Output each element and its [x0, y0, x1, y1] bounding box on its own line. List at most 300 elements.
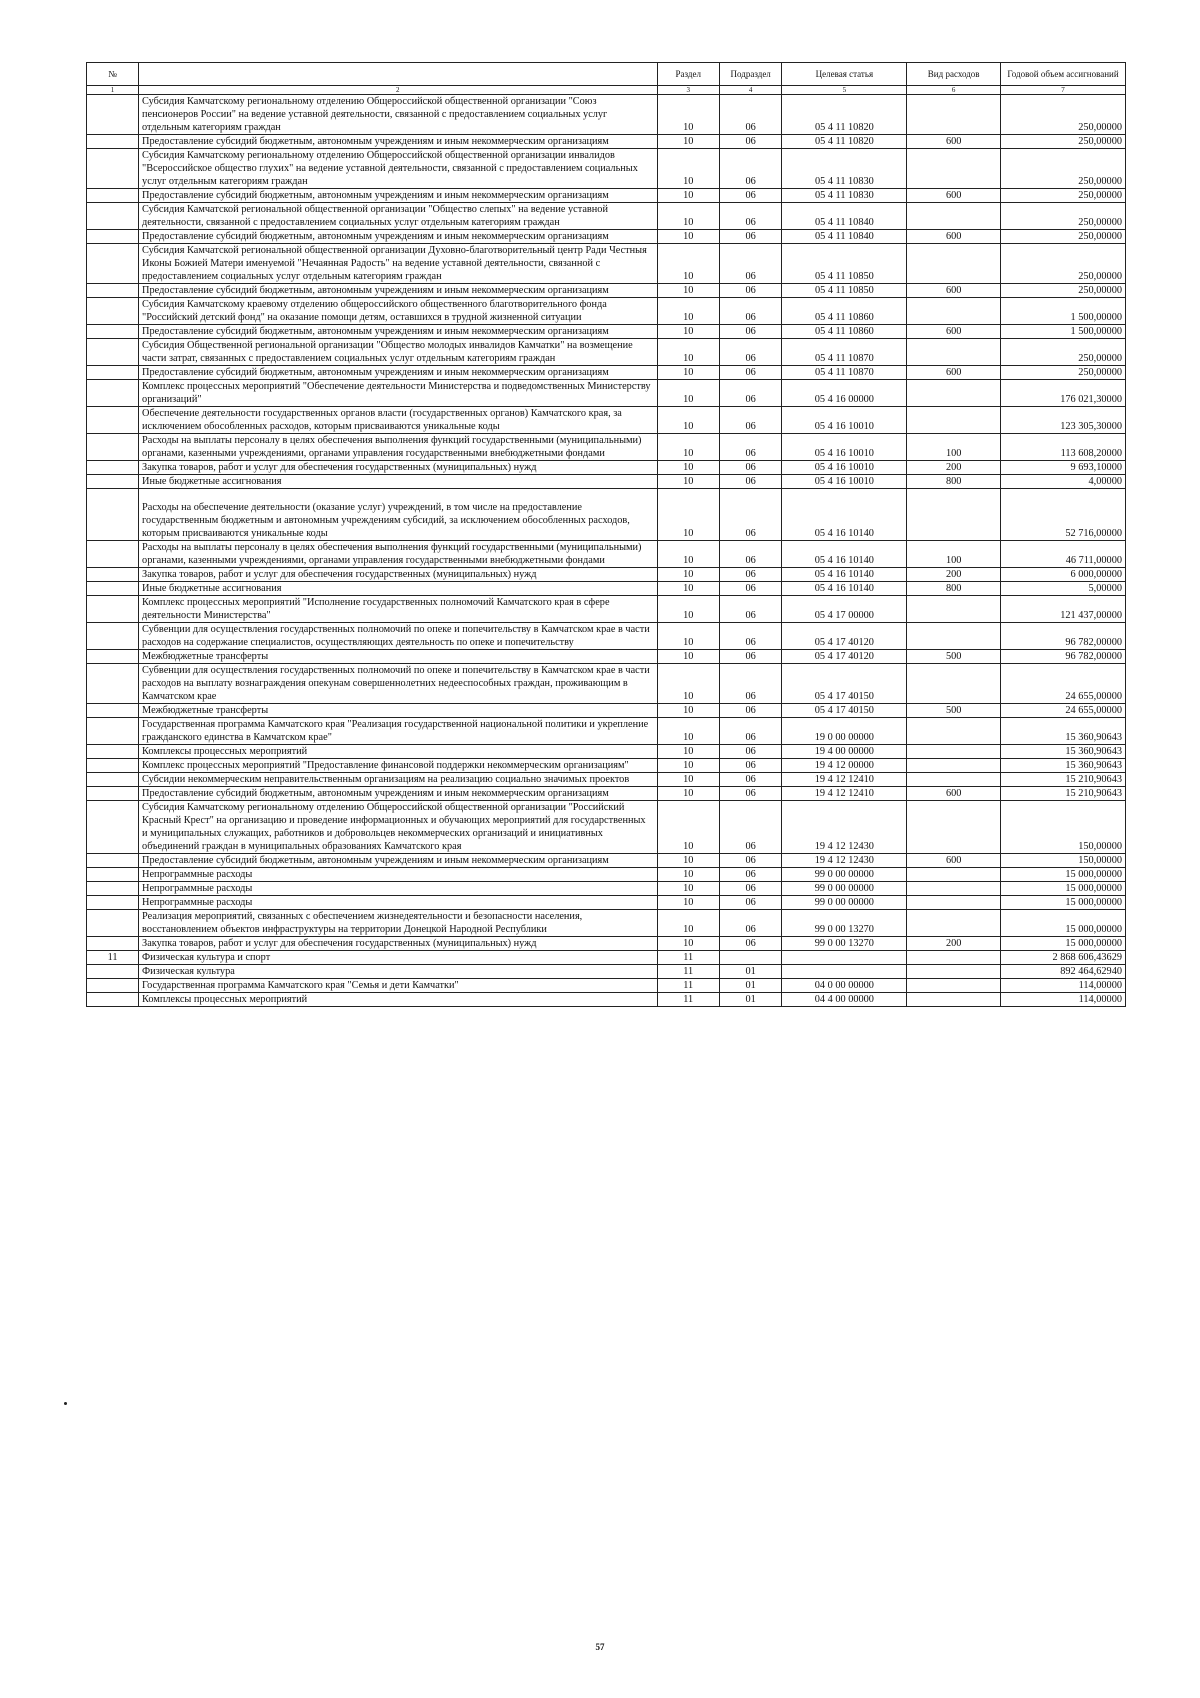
row-subsection: 06 [719, 284, 781, 298]
row-target-article: 05 4 11 10870 [782, 366, 907, 380]
row-expense-type [907, 380, 1001, 407]
row-subsection: 06 [719, 882, 781, 896]
row-target-article [782, 965, 907, 979]
row-number [87, 596, 139, 623]
row-target-article: 99 0 00 00000 [782, 882, 907, 896]
row-target-article: 05 4 16 10140 [782, 541, 907, 568]
header-row [87, 63, 1126, 86]
table-row [87, 230, 1126, 244]
row-amount: 250,00000 [1001, 149, 1126, 189]
row-amount: 24 655,00000 [1001, 664, 1126, 704]
row-number [87, 787, 139, 801]
row-section: 10 [657, 95, 719, 135]
row-subsection: 06 [719, 854, 781, 868]
row-number: 11 [87, 951, 139, 965]
row-amount: 96 782,00000 [1001, 623, 1126, 650]
row-name: Предоставление субсидий бюджетным, автономным учреждениям и иным некоммерческим организациям [139, 325, 657, 339]
header-num: № [87, 63, 139, 86]
row-amount: 114,00000 [1001, 993, 1126, 1007]
row-section: 10 [657, 298, 719, 325]
row-subsection: 01 [719, 993, 781, 1007]
row-name: Физическая культура и спорт [139, 951, 657, 965]
row-amount: 6 000,00000 [1001, 568, 1126, 582]
row-name: Предоставление субсидий бюджетным, автономным учреждениям и иным некоммерческим организациям [139, 366, 657, 380]
table-row [87, 801, 1126, 854]
table-row [87, 854, 1126, 868]
row-name: Иные бюджетные ассигнования [139, 475, 657, 489]
row-subsection: 06 [719, 650, 781, 664]
index-cell: 3 [657, 86, 719, 95]
row-target-article: 05 4 16 10140 [782, 489, 907, 541]
row-amount: 150,00000 [1001, 801, 1126, 854]
table-row [87, 745, 1126, 759]
row-expense-type: 600 [907, 135, 1001, 149]
row-number [87, 339, 139, 366]
row-target-article: 04 0 00 00000 [782, 979, 907, 993]
row-subsection: 06 [719, 664, 781, 704]
row-subsection: 06 [719, 704, 781, 718]
row-name: Реализация мероприятий, связанных с обеспечением жизнедеятельности и безопасности населения, восстановлением объектов инфраструктуры на территории Донецкой Народной Республики [139, 910, 657, 937]
row-section: 10 [657, 489, 719, 541]
row-expense-type: 500 [907, 704, 1001, 718]
row-section: 10 [657, 339, 719, 366]
row-section: 10 [657, 434, 719, 461]
row-target-article: 19 4 12 00000 [782, 759, 907, 773]
table-row [87, 568, 1126, 582]
row-subsection: 06 [719, 568, 781, 582]
row-number [87, 380, 139, 407]
row-section: 10 [657, 650, 719, 664]
row-target-article: 05 4 11 10860 [782, 325, 907, 339]
row-name: Предоставление субсидий бюджетным, автономным учреждениям и иным некоммерческим организациям [139, 284, 657, 298]
row-expense-type: 600 [907, 189, 1001, 203]
row-section: 10 [657, 284, 719, 298]
row-name: Субсидия Камчатскому региональному отделению Общероссийской общественной организации "Союз пенсионеров России" на ведение уставной деятельности, связанной с предоставлением социальных услуг отдельным категориям граждан [139, 95, 657, 135]
table-row [87, 882, 1126, 896]
row-amount: 892 464,62940 [1001, 965, 1126, 979]
row-amount: 150,00000 [1001, 854, 1126, 868]
row-section: 10 [657, 366, 719, 380]
row-number [87, 704, 139, 718]
row-section: 10 [657, 407, 719, 434]
row-subsection: 06 [719, 325, 781, 339]
row-section: 10 [657, 135, 719, 149]
row-name: Комплексы процессных мероприятий [139, 745, 657, 759]
row-amount: 15 210,90643 [1001, 787, 1126, 801]
row-number [87, 650, 139, 664]
row-target-article [782, 951, 907, 965]
row-name: Предоставление субсидий бюджетным, автономным учреждениям и иным некоммерческим организациям [139, 230, 657, 244]
row-expense-type [907, 664, 1001, 704]
row-name: Закупка товаров, работ и услуг для обеспечения государственных (муниципальных) нужд [139, 568, 657, 582]
row-subsection: 06 [719, 623, 781, 650]
row-target-article: 05 4 17 00000 [782, 596, 907, 623]
row-subsection: 06 [719, 896, 781, 910]
row-subsection [719, 951, 781, 965]
row-number [87, 718, 139, 745]
row-number [87, 854, 139, 868]
row-expense-type [907, 979, 1001, 993]
row-section: 10 [657, 896, 719, 910]
row-expense-type: 200 [907, 937, 1001, 951]
row-name: Комплекс процессных мероприятий "Предоставление финансовой поддержки некоммерческим организациям" [139, 759, 657, 773]
row-number [87, 965, 139, 979]
budget-table [86, 62, 1126, 1007]
row-number [87, 284, 139, 298]
row-target-article: 05 4 16 10010 [782, 475, 907, 489]
table-row [87, 284, 1126, 298]
table-row [87, 325, 1126, 339]
row-section: 10 [657, 773, 719, 787]
row-section: 10 [657, 854, 719, 868]
table-row [87, 407, 1126, 434]
row-name: Субсидия Камчатскому краевому отделению общероссийского общественного благотворительного фонда "Российский детский фонд" на оказание помощи детям, оставшихся в трудной жизненной ситуации [139, 298, 657, 325]
row-subsection: 06 [719, 244, 781, 284]
row-expense-type [907, 868, 1001, 882]
row-subsection: 06 [719, 718, 781, 745]
row-section: 10 [657, 582, 719, 596]
row-section: 10 [657, 203, 719, 230]
row-expense-type [907, 596, 1001, 623]
row-name: Предоставление субсидий бюджетным, автономным учреждениям и иным некоммерческим организациям [139, 854, 657, 868]
row-subsection: 06 [719, 475, 781, 489]
row-name: Комплекс процессных мероприятий "Обеспечение деятельности Министерства и подведомственных Министерству организаций" [139, 380, 657, 407]
row-amount: 250,00000 [1001, 230, 1126, 244]
table-row [87, 623, 1126, 650]
row-subsection: 06 [719, 759, 781, 773]
row-expense-type [907, 801, 1001, 854]
row-amount: 15 210,90643 [1001, 773, 1126, 787]
row-section: 11 [657, 965, 719, 979]
row-target-article: 05 4 11 10840 [782, 203, 907, 230]
row-name: Непрограммные расходы [139, 868, 657, 882]
row-expense-type [907, 203, 1001, 230]
row-name: Предоставление субсидий бюджетным, автономным учреждениям и иным некоммерческим организациям [139, 189, 657, 203]
row-number [87, 868, 139, 882]
row-name: Государственная программа Камчатского края "Семья и дети Камчатки" [139, 979, 657, 993]
row-expense-type: 100 [907, 434, 1001, 461]
row-subsection: 06 [719, 787, 781, 801]
row-expense-type: 600 [907, 366, 1001, 380]
row-number [87, 203, 139, 230]
table-row [87, 951, 1126, 965]
table-row [87, 937, 1126, 951]
table-row [87, 149, 1126, 189]
table-row [87, 993, 1126, 1007]
row-target-article: 05 4 11 10820 [782, 135, 907, 149]
table-row [87, 380, 1126, 407]
row-target-article: 05 4 11 10870 [782, 339, 907, 366]
row-target-article: 19 4 12 12430 [782, 854, 907, 868]
row-subsection: 06 [719, 95, 781, 135]
row-number [87, 568, 139, 582]
row-subsection: 06 [719, 910, 781, 937]
row-amount: 250,00000 [1001, 284, 1126, 298]
scan-speck [64, 1402, 67, 1405]
row-name: Непрограммные расходы [139, 882, 657, 896]
row-subsection: 06 [719, 596, 781, 623]
table-row [87, 475, 1126, 489]
row-name: Предоставление субсидий бюджетным, автономным учреждениям и иным некоммерческим организациям [139, 135, 657, 149]
row-number [87, 230, 139, 244]
row-expense-type: 100 [907, 541, 1001, 568]
index-cell: 2 [139, 86, 657, 95]
table-row [87, 965, 1126, 979]
row-expense-type [907, 339, 1001, 366]
row-target-article: 05 4 17 40150 [782, 664, 907, 704]
row-section: 10 [657, 801, 719, 854]
row-section: 10 [657, 380, 719, 407]
row-section: 10 [657, 541, 719, 568]
row-section: 10 [657, 623, 719, 650]
row-number [87, 979, 139, 993]
row-name: Субсидия Общественной региональной организации "Общество молодых инвалидов Камчатки" на возмещение части затрат, связанных с предоставлением социальных услуг отдельным категориям граждан [139, 339, 657, 366]
row-expense-type [907, 244, 1001, 284]
row-amount: 4,00000 [1001, 475, 1126, 489]
row-target-article: 99 0 00 13270 [782, 910, 907, 937]
row-name: Иные бюджетные ассигнования [139, 582, 657, 596]
row-target-article: 19 4 12 12430 [782, 801, 907, 854]
row-amount: 15 360,90643 [1001, 759, 1126, 773]
header-subsection: Подраздел [719, 63, 781, 86]
row-amount: 15 000,00000 [1001, 896, 1126, 910]
row-name: Физическая культура [139, 965, 657, 979]
row-subsection: 06 [719, 541, 781, 568]
row-subsection: 06 [719, 339, 781, 366]
row-expense-type [907, 745, 1001, 759]
row-amount: 24 655,00000 [1001, 704, 1126, 718]
row-subsection: 06 [719, 773, 781, 787]
row-expense-type: 500 [907, 650, 1001, 664]
table-row [87, 489, 1126, 541]
row-name: Субсидия Камчатскому региональному отделению Общероссийской общественной организации инвалидов "Всероссийское общество глухих" на ведение уставной деятельности, связанной с предоставлением социальных услуг отдельным категориям граждан [139, 149, 657, 189]
table-row [87, 650, 1126, 664]
row-expense-type: 200 [907, 568, 1001, 582]
table-row [87, 596, 1126, 623]
row-number [87, 745, 139, 759]
row-section: 10 [657, 664, 719, 704]
row-name: Комплексы процессных мероприятий [139, 993, 657, 1007]
row-target-article: 05 4 16 10010 [782, 407, 907, 434]
row-number [87, 407, 139, 434]
row-number [87, 773, 139, 787]
table-row [87, 189, 1126, 203]
row-name: Государственная программа Камчатского края "Реализация государственной национальной политики и укрепление гражданского единства в Камчатском крае" [139, 718, 657, 745]
row-subsection: 06 [719, 489, 781, 541]
row-amount: 114,00000 [1001, 979, 1126, 993]
row-name: Предоставление субсидий бюджетным, автономным учреждениям и иным некоммерческим организациям [139, 787, 657, 801]
row-target-article: 05 4 11 10850 [782, 244, 907, 284]
row-amount: 250,00000 [1001, 189, 1126, 203]
row-name: Расходы на выплаты персоналу в целях обеспечения выполнения функций государственными (муниципальными) органами, казенными учреждениями, органами управления государственными внебюджетными фондами [139, 434, 657, 461]
row-target-article: 19 4 12 12410 [782, 787, 907, 801]
table-body [87, 95, 1126, 1007]
row-number [87, 801, 139, 854]
row-expense-type [907, 910, 1001, 937]
header-section: Раздел [657, 63, 719, 86]
row-number [87, 664, 139, 704]
row-section: 10 [657, 325, 719, 339]
row-target-article: 19 0 00 00000 [782, 718, 907, 745]
table-row [87, 298, 1126, 325]
row-expense-type [907, 298, 1001, 325]
row-number [87, 896, 139, 910]
table-row [87, 704, 1126, 718]
row-subsection: 01 [719, 979, 781, 993]
table-row [87, 773, 1126, 787]
row-section: 11 [657, 979, 719, 993]
row-target-article: 05 4 16 10010 [782, 434, 907, 461]
row-number [87, 541, 139, 568]
row-target-article: 19 4 00 00000 [782, 745, 907, 759]
row-section: 10 [657, 244, 719, 284]
row-number [87, 489, 139, 541]
row-section: 10 [657, 475, 719, 489]
row-name: Закупка товаров, работ и услуг для обеспечения государственных (муниципальных) нужд [139, 937, 657, 951]
row-section: 10 [657, 461, 719, 475]
row-expense-type [907, 773, 1001, 787]
row-amount: 46 711,00000 [1001, 541, 1126, 568]
row-expense-type: 600 [907, 325, 1001, 339]
row-expense-type [907, 951, 1001, 965]
row-amount: 123 305,30000 [1001, 407, 1126, 434]
row-section: 10 [657, 759, 719, 773]
row-section: 10 [657, 596, 719, 623]
row-number [87, 298, 139, 325]
row-expense-type [907, 759, 1001, 773]
row-amount: 5,00000 [1001, 582, 1126, 596]
row-section: 10 [657, 704, 719, 718]
row-expense-type [907, 718, 1001, 745]
row-amount: 15 000,00000 [1001, 882, 1126, 896]
row-subsection: 06 [719, 868, 781, 882]
row-amount: 15 360,90643 [1001, 718, 1126, 745]
row-subsection: 06 [719, 135, 781, 149]
row-number [87, 582, 139, 596]
table-row [87, 541, 1126, 568]
row-expense-type [907, 896, 1001, 910]
row-target-article: 99 0 00 00000 [782, 868, 907, 882]
row-target-article: 19 4 12 12410 [782, 773, 907, 787]
row-amount: 250,00000 [1001, 366, 1126, 380]
row-number [87, 937, 139, 951]
row-section: 10 [657, 230, 719, 244]
row-name: Межбюджетные трансферты [139, 650, 657, 664]
row-target-article: 05 4 11 10830 [782, 189, 907, 203]
row-subsection: 06 [719, 434, 781, 461]
row-subsection: 01 [719, 965, 781, 979]
row-expense-type [907, 149, 1001, 189]
row-subsection: 06 [719, 745, 781, 759]
row-expense-type [907, 965, 1001, 979]
row-expense-type: 200 [907, 461, 1001, 475]
table-row [87, 910, 1126, 937]
row-number [87, 366, 139, 380]
row-amount: 2 868 606,43629 [1001, 951, 1126, 965]
row-expense-type [907, 882, 1001, 896]
row-target-article: 05 4 11 10860 [782, 298, 907, 325]
row-target-article: 05 4 11 10830 [782, 149, 907, 189]
row-subsection: 06 [719, 203, 781, 230]
table-row [87, 339, 1126, 366]
table-row [87, 461, 1126, 475]
row-target-article: 05 4 17 40120 [782, 623, 907, 650]
table-row [87, 759, 1126, 773]
row-target-article: 05 4 11 10840 [782, 230, 907, 244]
row-target-article: 05 4 17 40120 [782, 650, 907, 664]
row-number [87, 623, 139, 650]
table-row [87, 244, 1126, 284]
row-name: Субвенции для осуществления государственных полномочий по опеке и попечительству в Камчатском крае в части расходов на содержание специалистов, осуществляющих деятельность по опеке и попечительству [139, 623, 657, 650]
row-expense-type [907, 489, 1001, 541]
row-expense-type: 600 [907, 284, 1001, 298]
row-number [87, 759, 139, 773]
row-number [87, 475, 139, 489]
row-subsection: 06 [719, 461, 781, 475]
row-amount: 250,00000 [1001, 95, 1126, 135]
row-subsection: 06 [719, 298, 781, 325]
row-amount: 113 608,20000 [1001, 434, 1126, 461]
row-expense-type [907, 993, 1001, 1007]
row-section: 10 [657, 745, 719, 759]
index-cell: 7 [1001, 86, 1126, 95]
row-expense-type: 800 [907, 582, 1001, 596]
row-number [87, 244, 139, 284]
header-expense: Вид расходов [907, 63, 1001, 86]
row-section: 10 [657, 149, 719, 189]
row-number [87, 910, 139, 937]
row-subsection: 06 [719, 189, 781, 203]
row-subsection: 06 [719, 149, 781, 189]
row-number [87, 882, 139, 896]
row-target-article: 05 4 16 10010 [782, 461, 907, 475]
row-number [87, 461, 139, 475]
row-subsection: 06 [719, 582, 781, 596]
row-subsection: 06 [719, 407, 781, 434]
row-section: 10 [657, 868, 719, 882]
row-expense-type [907, 407, 1001, 434]
row-section: 10 [657, 937, 719, 951]
row-amount: 250,00000 [1001, 244, 1126, 284]
row-name: Непрограммные расходы [139, 896, 657, 910]
row-amount: 121 437,00000 [1001, 596, 1126, 623]
header-target: Целевая статья [782, 63, 907, 86]
row-name: Субсидия Камчатскому региональному отделению Общероссийской общественной организации "Российский Красный Крест" на организацию и проведение информационных и обучающих мероприятий для государственных и муниципальных служащих, работников и добровольцев некоммерческих организаций и инициативных объединений граждан в муниципальных образованиях Камчатского края [139, 801, 657, 854]
table-row [87, 434, 1126, 461]
row-amount: 176 021,30000 [1001, 380, 1126, 407]
row-expense-type: 600 [907, 787, 1001, 801]
row-name: Субвенции для осуществления государственных полномочий по опеке и попечительству в Камчатском крае в части расходов на выплату вознаграждения опекунам совершеннолетних недееспособных граждан, проживающим в Камчатском крае [139, 664, 657, 704]
index-cell: 6 [907, 86, 1001, 95]
table-row [87, 582, 1126, 596]
row-target-article: 99 0 00 13270 [782, 937, 907, 951]
row-target-article: 99 0 00 00000 [782, 896, 907, 910]
row-section: 10 [657, 787, 719, 801]
budget-table-sheet [86, 62, 1126, 1007]
table-row [87, 718, 1126, 745]
row-number [87, 95, 139, 135]
table-row [87, 366, 1126, 380]
index-cell: 1 [87, 86, 139, 95]
row-section: 10 [657, 910, 719, 937]
row-subsection: 06 [719, 230, 781, 244]
row-name: Расходы на обеспечение деятельности (оказание услуг) учреждений, в том числе на предоставление государственным бюджетным и автономным учреждениям субсидий, за исключением обособленных расходов, которым присваиваются уникальные коды [139, 489, 657, 541]
row-name: Субсидия Камчатской региональной общественной организации Духовно-благотворительный центр Ради Честныя Иконы Божией Матери именуемой "Нечаянная Радость" на ведение уставной деятельности, связанной с предоставлением социальных услуг отдельным категориям граждан [139, 244, 657, 284]
row-target-article: 05 4 16 00000 [782, 380, 907, 407]
row-amount: 15 000,00000 [1001, 910, 1126, 937]
row-name: Субсидия Камчатской региональной общественной организации "Общество слепых" на ведение уставной деятельности, связанной с предоставлением социальных услуг отдельным категориям граждан [139, 203, 657, 230]
row-name: Обеспечение деятельности государственных органов власти (государственных органов) Камчатского края, за исключением обособленных расходов, которым присваиваются уникальные коды [139, 407, 657, 434]
